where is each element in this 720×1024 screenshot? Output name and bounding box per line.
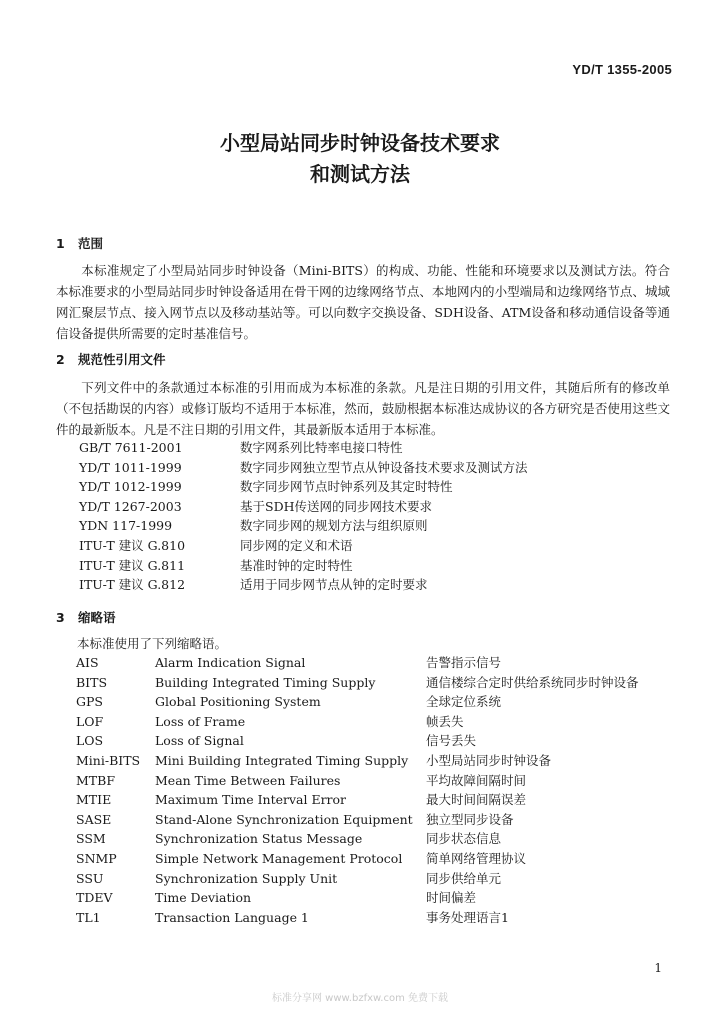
chinese-term: 时间偏差 — [426, 890, 477, 906]
section-number: 3 — [56, 610, 65, 625]
reference-title: 同步网的定义和术语 — [240, 537, 353, 553]
chinese-term: 全球定位系统 — [426, 694, 502, 710]
abbreviation: SNMP — [76, 850, 117, 866]
page-number: 1 — [654, 961, 662, 975]
abbreviation-row — [76, 869, 639, 889]
abbreviation: AIS — [76, 655, 99, 670]
chinese-term: 最大时间间隔误差 — [426, 792, 527, 808]
chinese-term: 独立型同步设备 — [426, 811, 514, 827]
reference-item — [79, 516, 528, 536]
english-term: Loss of Frame — [155, 713, 246, 729]
reference-title: 数字同步网节点时钟系列及其定时特性 — [240, 479, 453, 495]
chinese-term: 通信楼综合定时供给系统同步时钟设备 — [426, 674, 639, 690]
chinese-term: 同步状态信息 — [426, 831, 502, 847]
english-term: Transaction Language 1 — [155, 909, 309, 925]
reference-list — [79, 438, 528, 595]
english-term: Global Positioning System — [155, 694, 321, 710]
abbreviation: LOF — [76, 713, 104, 729]
abbreviation-row — [76, 731, 639, 751]
references-text: 下列文件中的条款通过本标准的引用而成为本标准的条款。凡是注日期的引用文件，其随后所有的修改单（不包括勘误的内容）或修订版均不适用于本标准，然而，鼓励根据本标准达成协议的各方研究是否使用这些文件的最新版本。凡是不注日期的引用文件，其最新版本适用于本标准。 — [56, 380, 670, 437]
english-term: Simple Network Management Protocol — [155, 850, 403, 866]
reference-item — [79, 458, 528, 478]
section-heading-references — [56, 350, 166, 368]
abbreviation: BITS — [76, 674, 108, 690]
abbreviation-row — [76, 751, 639, 771]
reference-title: 数字同步网的规划方法与组织原则 — [240, 518, 428, 534]
document-title-line-2: 和测试方法 — [310, 162, 410, 186]
abbreviation: LOS — [76, 733, 104, 749]
chinese-term: 信号丢失 — [426, 733, 477, 749]
reference-code: YD/T 1011-1999 — [79, 459, 182, 475]
english-term: Synchronization Status Message — [155, 831, 363, 847]
reference-title: 数字同步网独立型节点从钟设备技术要求及测试方法 — [240, 459, 528, 475]
chinese-term: 同步供给单元 — [426, 870, 502, 886]
reference-code: ITU-T 建议 G.810 — [79, 537, 186, 553]
section-heading-scope — [56, 234, 103, 252]
abbreviation-row — [76, 790, 639, 810]
section-heading-abbreviations — [56, 608, 116, 626]
abbreviation: SSU — [76, 870, 104, 886]
reference-title: 数字网系列比特率电接口特性 — [240, 440, 403, 455]
abbreviation-list — [76, 653, 639, 927]
reference-item — [79, 438, 528, 458]
english-term: Stand-Alone Synchronization Equipment — [155, 811, 413, 827]
english-term: Loss of Signal — [155, 733, 244, 749]
abbreviation: TL1 — [76, 909, 101, 925]
references-paragraph — [56, 377, 670, 440]
chinese-term: 简单网络管理协议 — [426, 850, 527, 866]
english-term: Alarm Indication Signal — [155, 655, 306, 670]
scope-text: 本标准规定了小型局站同步时钟设备（Mini-BITS）的构成、功能、性能和环境要求以及测试方法。符合本标准要求的小型局站同步时钟设备适用在骨干网的边缘网络节点、本地网内的小型端局和边缘网络节点、城域网汇聚层节点、接入网节点以及移动基站等。可以向数字交换设备、SDH设备、ATM设备和移动通信设备等通信设备提供所需要的定时基准信号。 — [56, 263, 670, 341]
reference-item — [79, 536, 528, 556]
english-term: Mean Time Between Failures — [155, 772, 341, 788]
abbreviation-row — [76, 771, 639, 791]
reference-code: YDN 117-1999 — [79, 518, 173, 534]
reference-item — [79, 556, 528, 576]
watermark-text: 标准分享网 www.bzfxw.com 免费下载 — [272, 993, 448, 1004]
chinese-term: 小型局站同步时钟设备 — [426, 752, 552, 768]
standard-code: YD/T 1355-2005 — [572, 62, 672, 77]
english-term: Synchronization Supply Unit — [155, 870, 338, 886]
abbreviation: GPS — [76, 694, 103, 710]
reference-code: ITU-T 建议 G.812 — [79, 577, 186, 593]
english-term: Mini Building Integrated Timing Supply — [155, 752, 409, 768]
abbreviation: SSM — [76, 831, 106, 847]
abbreviation: MTIE — [76, 792, 112, 808]
english-term: Time Deviation — [155, 890, 252, 906]
chinese-term: 事务处理语言1 — [426, 909, 509, 925]
abbreviation: SASE — [76, 811, 112, 827]
section-number: 2 — [56, 352, 65, 367]
chinese-term: 平均故障间隔时间 — [426, 772, 527, 788]
abbreviation: TDEV — [76, 890, 113, 906]
abbreviation-row — [76, 888, 639, 908]
english-term: Building Integrated Timing Supply — [155, 674, 376, 690]
chinese-term: 帧丢失 — [426, 713, 464, 729]
abbreviation: Mini-BITS — [76, 752, 141, 768]
abbreviation-row — [76, 908, 639, 928]
abbreviation-row — [76, 692, 639, 712]
reference-title: 基于SDH传送网的同步网技术要求 — [240, 498, 432, 514]
reference-title: 基准时钟的定时特性 — [240, 557, 353, 573]
abbreviation-row — [76, 673, 639, 693]
reference-code: ITU-T 建议 G.811 — [79, 557, 186, 573]
section-title: 范围 — [78, 236, 104, 251]
scope-paragraph — [56, 260, 670, 344]
reference-code: GB/T 7611-2001 — [79, 440, 183, 455]
reference-code: YD/T 1267-2003 — [79, 498, 182, 514]
abbreviation: MTBF — [76, 772, 115, 788]
chinese-term: 告警指示信号 — [426, 655, 502, 670]
abbreviation-row — [76, 810, 639, 830]
section-number: 1 — [56, 236, 65, 251]
reference-item — [79, 477, 528, 497]
english-term: Maximum Time Interval Error — [155, 792, 347, 808]
reference-code: YD/T 1012-1999 — [79, 479, 182, 495]
section-title: 缩略语 — [78, 610, 116, 625]
abbreviation-row — [76, 829, 639, 849]
reference-title: 适用于同步网节点从钟的定时要求 — [240, 577, 428, 593]
abbreviations-intro: 本标准使用了下列缩略语。 — [77, 636, 228, 651]
abbreviation-row — [76, 653, 639, 673]
document-title-line-1: 小型局站同步时钟设备技术要求 — [220, 131, 500, 155]
reference-item — [79, 497, 528, 517]
reference-item — [79, 575, 528, 595]
abbreviation-row — [76, 849, 639, 869]
abbreviation-row — [76, 712, 639, 732]
section-title: 规范性引用文件 — [78, 352, 166, 367]
